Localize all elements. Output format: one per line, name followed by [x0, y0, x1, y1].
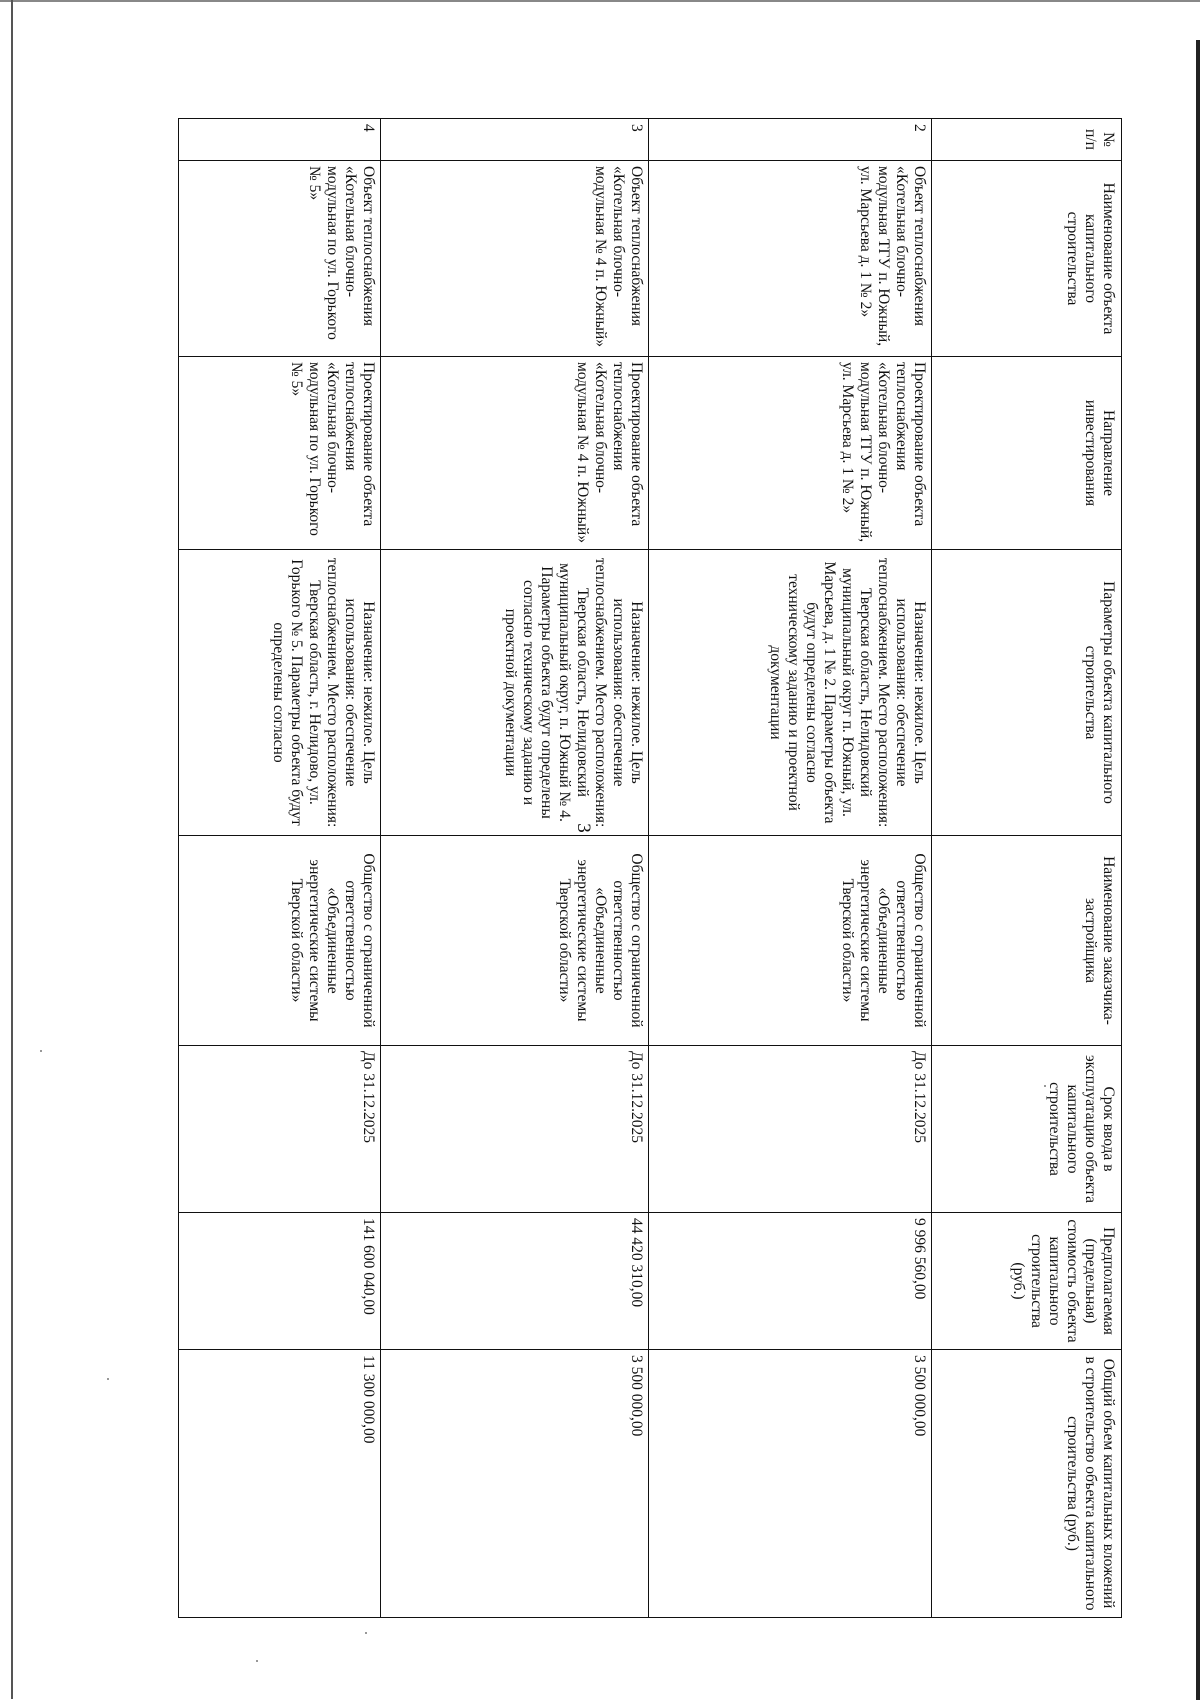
header-direction: Направление инвестирования	[932, 357, 1122, 550]
cell-params: Назначение: нежилое. Цель использования: обеспечение теплоснабжением. Место расположения: Тверская область, г. Нелидово, ул. Горького № 5. Параметры объекта будут определены согласно	[179, 550, 381, 836]
cell-total-investment: 11 300 000,00	[179, 1350, 381, 1618]
scan-edge-left	[11, 0, 13, 1699]
cell-direction: Проектирование объекта теплоснабжения «Котельная блочно-модульная № 4 п. Южный»	[381, 357, 649, 550]
cell-estimated-cost: 44 420 310,00	[381, 1213, 649, 1350]
cell-object-name: Объект теплоснабжения «Котельная блочно-модульная ТГУ п. Южный, ул. Марсьева д. 1 № 2»	[649, 161, 932, 357]
table-row	[381, 119, 649, 1618]
scan-speck	[256, 1660, 258, 1662]
cell-object-name: Объект теплоснабжения «Котельная блочно-модульная № 4 п. Южный»	[381, 161, 649, 357]
scan-speck	[365, 1632, 367, 1634]
cell-deadline: До 31.12.2025	[179, 1046, 381, 1213]
scan-edge-top	[0, 0, 1200, 2]
header-deadline: Срок ввода в эксплуатацию объекта капитального строительства	[932, 1046, 1122, 1213]
cell-deadline: До 31.12.2025	[649, 1046, 932, 1213]
cell-num: 2	[649, 119, 932, 161]
cell-total-investment: 3 500 000,00	[649, 1350, 932, 1618]
scan-speck	[107, 1378, 109, 1380]
cell-total-investment: 3 500 000,00	[381, 1350, 649, 1618]
cell-object-name: Объект теплоснабжения «Котельная блочно-модульная по ул. Горького № 5»	[179, 161, 381, 357]
table-row	[649, 119, 932, 1618]
cell-direction: Проектирование объекта теплоснабжения «Котельная блочно-модульная ТГУ п. Южный, ул. Марсьева д. 1 № 2»	[649, 357, 932, 550]
cell-num: 3	[381, 119, 649, 161]
cell-deadline: До 31.12.2025	[381, 1046, 649, 1213]
header-params: Параметры объекта капитального строительства	[932, 550, 1122, 836]
header-num: № п/п	[932, 119, 1122, 161]
header-estimated-cost: Предполагаемая (предельная) стоимость объекта капитального строительства (руб.)	[932, 1213, 1122, 1350]
scan-edge-right	[1196, 40, 1200, 1700]
cell-customer: Общество с ограниченной ответственностью «Объединенные энергетические системы Тверской области»	[649, 836, 932, 1046]
header-total-investment: Общий объем капитальных вложений в строительство объекта капитального строительства (руб.)	[932, 1350, 1122, 1618]
cell-estimated-cost: 141 600 040,00	[179, 1213, 381, 1350]
cell-customer: Общество с ограниченной ответственностью «Объединенные энергетические системы Тверской области»	[381, 836, 649, 1046]
cell-num: 4	[179, 119, 381, 161]
cell-direction: Проектирование объекта теплоснабжения «Котельная блочно-модульная по ул. Горького № 5»	[179, 357, 381, 550]
table-header-row	[932, 119, 1122, 1618]
cell-estimated-cost: 9 996 560,00	[649, 1213, 932, 1350]
investment-table	[178, 118, 1122, 1618]
cell-params: Назначение: нежилое. Цель использования: обеспечение теплоснабжением. Место расположения: Тверская область, Нелидовский муниципальный округ, п. Южный № 4. Параметры объекта будут определены согласно техническому заданию и проектной документации	[381, 550, 649, 836]
page-number: 3	[572, 823, 594, 833]
scan-speck	[40, 1050, 42, 1052]
table-row	[179, 119, 381, 1618]
cell-customer: Общество с ограниченной ответственностью «Объединенные энергетические системы Тверской области»	[179, 836, 381, 1046]
cell-params: Назначение: нежилое. Цель использования: обеспечение теплоснабжением. Место расположения: Тверская область, Нелидовский муниципальный округ п. Южный, ул. Марсьева, д. 1 № 2. Параметры объекта будут определены согласно техническому заданию и проектной документации	[649, 550, 932, 836]
header-customer: Наименование заказчика-застройщика	[932, 836, 1122, 1046]
investment-table-wrapper	[178, 118, 1122, 1617]
header-object-name: Наименование объекта капитального строительства	[932, 161, 1122, 357]
